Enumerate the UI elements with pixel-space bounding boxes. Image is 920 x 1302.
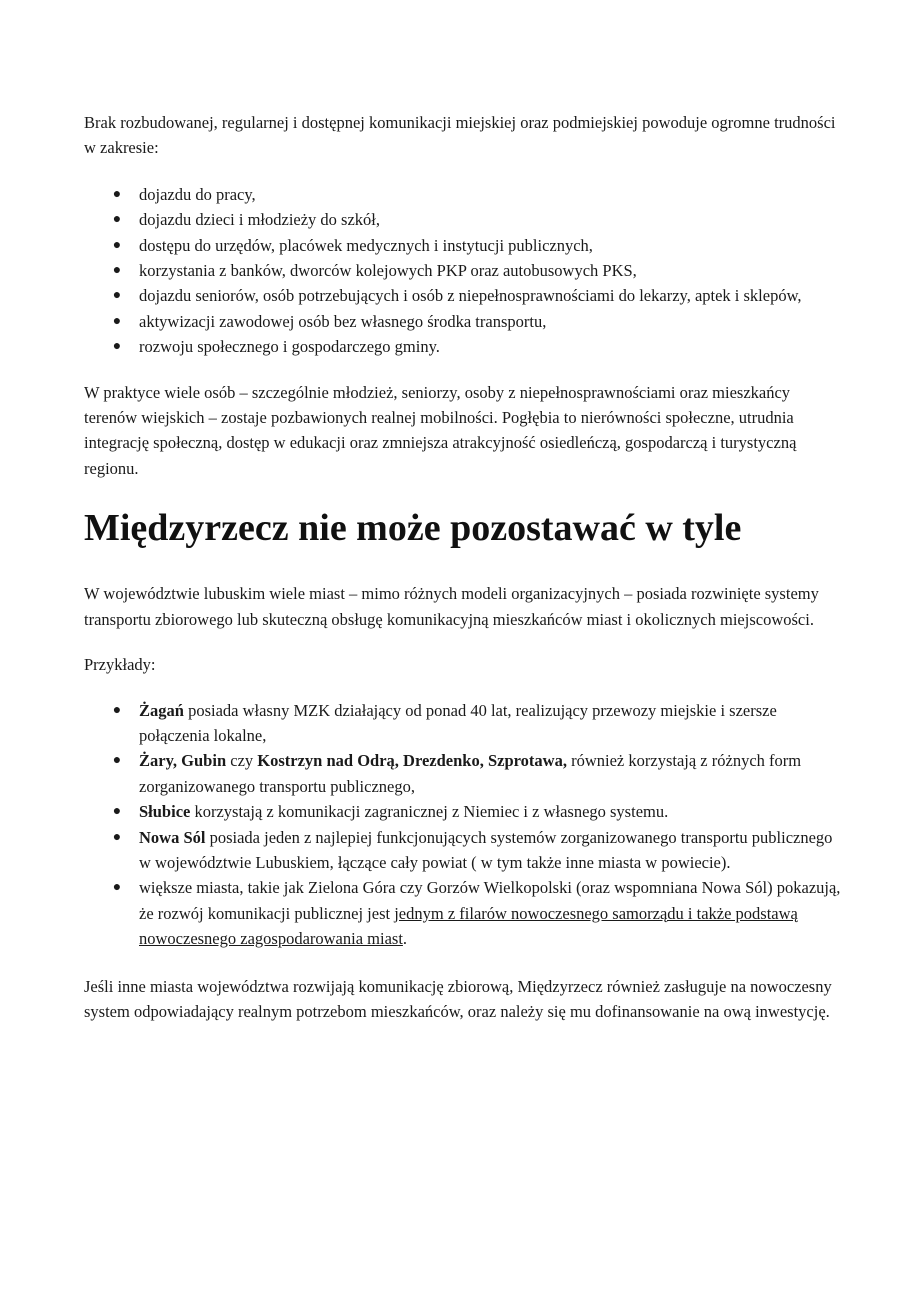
list-item [84, 309, 844, 334]
list-item-text: dojazdu seniorów, osób potrzebujących i osób z niepełnosprawnościami do lekarzy, aptek i sklepów, [139, 286, 802, 306]
list-item-text: korzystania z banków, dworców kolejowych PKP oraz autobusowych PKS, [139, 261, 637, 281]
list-item-text: korzystają z komunikacji zagranicznej z Niemiec i z własnego systemu. [190, 802, 669, 822]
list-item-text: aktywizacji zawodowej osób bez własnego środka transportu, [139, 311, 547, 331]
list-item-text: dostępu do urzędów, placówek medycznych i instytucji publicznych, [139, 235, 593, 255]
list-item [84, 258, 844, 283]
list-item [84, 825, 844, 876]
bullet-icon: ● [112, 212, 122, 228]
list-item-text: również korzystają z różnych form zorganizowanego transportu publicznego, [139, 751, 802, 796]
list-item-text: rozwoju społecznego i gospodarczego gminy. [139, 337, 440, 357]
list-item [84, 207, 844, 232]
city-name: Kostrzyn nad Odrą, Drezdenko, Szprotawa, [257, 751, 567, 771]
bullet-icon: ● [112, 829, 122, 845]
difficulties-list [84, 182, 844, 360]
examples-label: Przykłady: [84, 655, 156, 675]
list-item-text: posiada własny MZK działający od ponad 40 lat, realizujący przewozy miejskie i szersze połączenia lokalne, [139, 700, 777, 745]
city-name: Nowa Sól [139, 827, 206, 847]
list-item-text: dojazdu dzieci i młodzieży do szkół, [139, 210, 381, 230]
city-name: Żary, Gubin [139, 751, 227, 771]
bullet-icon: ● [112, 753, 122, 769]
list-item [84, 334, 844, 359]
practice-paragraph: W praktyce wiele osób – szczególnie młodzież, seniorzy, osoby z niepełnosprawnościami oraz mieszkańcy terenów wiejskich – zostaje pozbawionych realnej mobilności. Pogłębia to nierówności społeczne, utrudnia integrację społeczną, dostęp w edukacji oraz zmniejsza atrakcyjność osiedleńczą, gospodarczą i turystyczną regionu. [84, 382, 797, 478]
list-item-text: posiada jeden z najlepiej funkcjonujących systemów zorganizowanego transportu publicznego w województwie Lubuskiem, łączące cały powiat ( w tym także inne miasta w powiecie). [139, 827, 833, 872]
bullet-icon: ● [112, 186, 122, 202]
bullet-icon: ● [112, 313, 122, 329]
bullet-icon: ● [112, 702, 122, 718]
list-item [84, 182, 844, 207]
list-item-text: większe miasta, takie jak Zielona Góra czy Gorzów Wielkopolski (oraz wspomniana Nowa Sól) pokazują, że rozwój komunikacji publicznej jest [139, 878, 841, 923]
underlined-link[interactable]: jednym z filarów nowoczesnego samorządu i także podstawą nowoczesnego zagospodarowania miast [139, 903, 798, 949]
conclusion-paragraph: Jeśli inne miasta województwa rozwijają komunikację zbiorową, Międzyrzecz również zasługuje na nowoczesny system odpowiadający realnym potrzebom mieszkańców, oraz należy się mu dofinansowanie na ową inwestycję. [84, 976, 832, 1021]
list-item-text: . [402, 929, 408, 949]
region-paragraph: W województwie lubuskim wiele miast – mimo różnych modeli organizacyjnych – posiada rozwinięte systemy transportu zbiorowego lub skuteczną obsługę komunikacyjną mieszkańców miast i okolicznych miejscowości. [84, 584, 819, 629]
document-content [84, 110, 844, 1024]
list-item-text: dojazdu do pracy, [139, 184, 256, 204]
bullet-icon: ● [112, 237, 122, 253]
list-item [84, 748, 844, 799]
intro-paragraph: Brak rozbudowanej, regularnej i dostępnej komunikacji miejskiej oraz podmiejskiej powoduje ogromne trudności w zakresie: [84, 113, 836, 158]
list-item [84, 698, 844, 749]
bullet-icon: ● [112, 263, 122, 279]
examples-list [84, 698, 844, 952]
city-name: Żagań [139, 700, 184, 720]
bullet-icon: ● [112, 804, 122, 820]
bullet-icon: ● [112, 288, 122, 304]
list-item [84, 283, 844, 308]
bullet-icon: ● [112, 339, 122, 355]
list-item-text: czy [226, 751, 258, 771]
city-name: Słubice [139, 802, 191, 822]
section-heading: Międzyrzecz nie może pozostawać w tyle [84, 507, 742, 550]
list-item [84, 875, 844, 951]
list-item [84, 799, 844, 824]
bullet-icon: ● [112, 880, 122, 896]
list-item [84, 233, 844, 258]
